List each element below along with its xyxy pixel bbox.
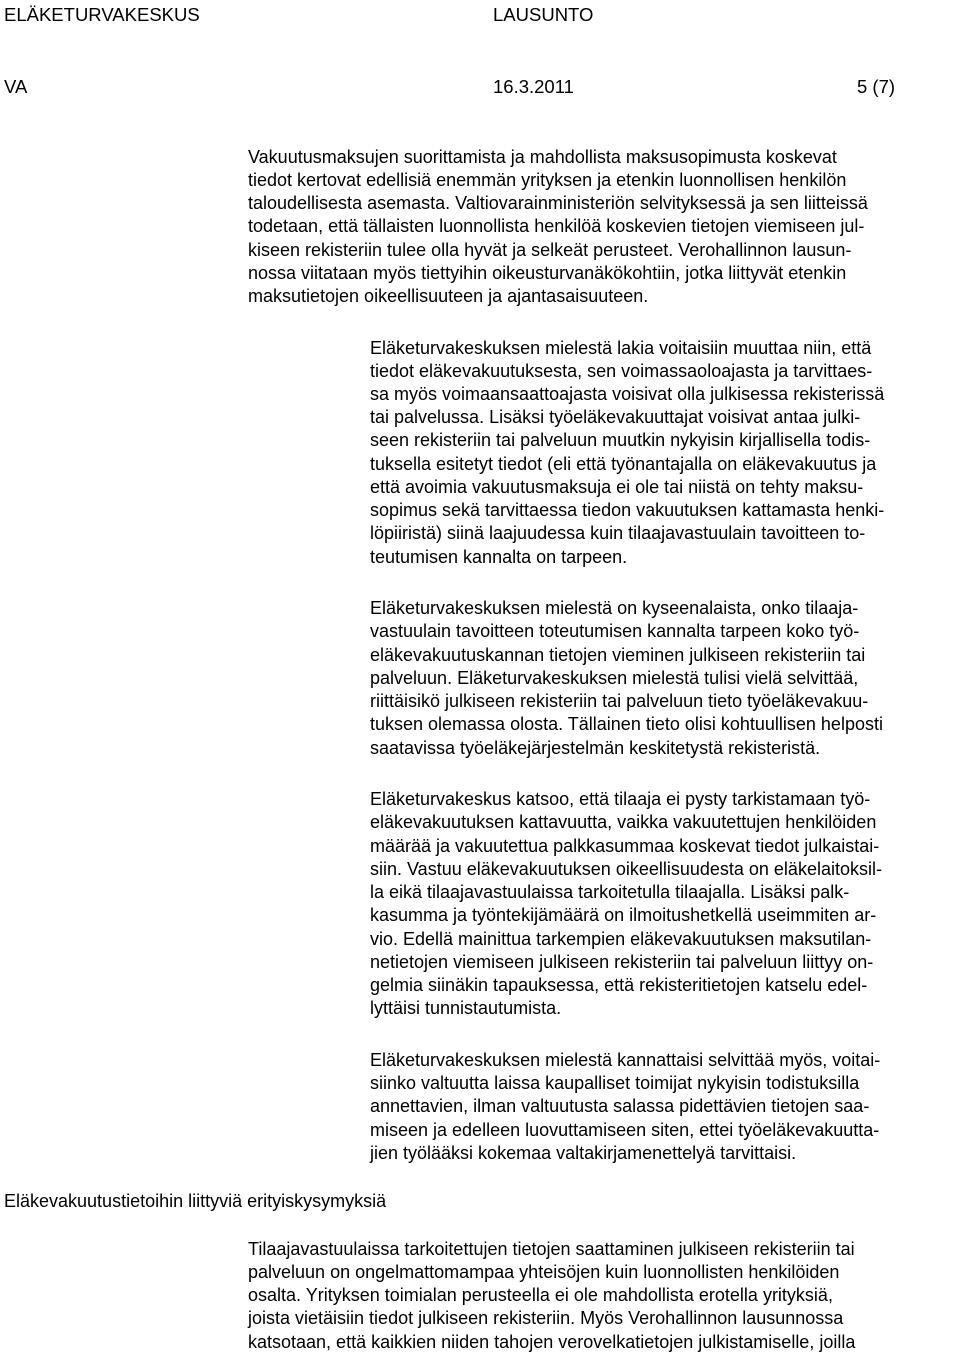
text-line: miseen ja edelleen luovuttamiseen siten, ettei työeläkevakuutta- [370,1120,880,1140]
text-line: Eläketurvakeskuksen mielestä kannattaisi selvittää myös, voitai- [370,1050,881,1070]
text-line: palveluun. Eläketurvakeskuksen mielestä tulisi vielä selvittää, [370,668,859,688]
text-line: annettavien, ilman valtuutusta salassa pidettävien tietojen saa- [370,1096,870,1116]
text-line: tai palvelussa. Lisäksi työeläkevakuuttajat voisivat antaa julki- [370,407,861,427]
text-line: tuksella esitetyt tiedot (eli että työnantajalla on eläkevakuutus ja [370,454,877,474]
text-line: vio. Edellä mainittua tarkempien eläkevakuutuksen maksutilan- [370,929,872,949]
text-line: seen rekisteriin tai palveluun muutkin nykyisin kirjallisella todis- [370,430,871,450]
text-line: vastuulain tavoitteen toteutumisen kannalta tarpeen koko työ- [370,621,860,641]
text-line: taloudellisesta asemasta. Valtiovarainministeriön selvityksessä ja sen liitteissä [248,193,868,213]
page-number: 5 (7) [857,76,896,97]
text-line: kasumma ja työntekijämäärä on ilmoitushetkellä useimmiten ar- [370,905,877,925]
text-line: siin. Vastuu eläkevakuutuksen oikeellisuudesta on eläkelaitoksil- [370,859,882,879]
text-line: gelmia siinäkin tapauksessa, että rekisteritietojen katselu edel- [370,975,868,995]
text-line: Tilaajavastuulaissa tarkoitettujen tietojen saattaminen julkiseen rekisteriin tai [248,1239,855,1259]
text-line: Eläketurvakeskuksen mielestä on kyseenalaista, onko tilaaja- [370,598,859,618]
text-line: Eläketurvakeskus katsoo, että tilaaja ei pysty tarkistamaan työ- [370,789,871,809]
document-date: 16.3.2011 [493,76,574,97]
text-line: Vakuutusmaksujen suorittamista ja mahdollista maksusopimusta koskevat [248,147,837,167]
text-line: tuksen olemassa olosta. Tällainen tieto olisi kohtuullisen helposti [370,714,883,734]
text-line: lyttäisi tunnistautumista. [370,998,562,1018]
document-type: LAUSUNTO [493,4,594,25]
text-line: eläkevakuutuksen kattavuutta, vaikka vakuutettujen henkilöiden [370,812,877,832]
text-line: saatavissa työeläkejärjestelmän keskitetystä rekisteristä. [370,738,821,758]
text-line: eläkevakuutuskannan tietojen vieminen julkiseen rekisteriin tai [370,645,866,665]
text-line: tiedot eläkevakuutuksesta, sen voimassaoloajasta ja tarvittaes- [370,361,873,381]
text-line: sopimus sekä tarvittaessa tiedon vakuutuksen kattamasta henki- [370,500,885,520]
text-line: maksutietojen oikeellisuuteen ja ajantasaisuuteen. [248,286,649,306]
text-line: määrää ja vakuutettua palkkasummaa koskevat tiedot julkaistai- [370,836,880,856]
text-line: teutumisen kannalta on tarpeen. [370,547,628,567]
text-line: netietojen viemiseen julkiseen rekisteriin tai palveluun liittyy on- [370,952,874,972]
organization-name: ELÄKETURVAKESKUS [4,4,200,25]
text-line: joista vietäisiin tiedot julkiseen rekisteriin. Myös Verohallinnon lausunnossa [248,1308,844,1328]
text-line: löpiiristä) siinä laajuudessa kuin tilaajavastuulain tavoitteen to- [370,523,866,543]
text-line: la eikä tilaajavastuulaissa tarkoitetulla tilaajalla. Lisäksi palk- [370,882,850,902]
text-line: riittäisikö julkiseen rekisteriin tai palveluun tieto työeläkevakuu- [370,691,869,711]
text-line: jien työlääksi kokemaa valtakirjamenettelyä tarvittaisi. [370,1143,797,1163]
text-line: Eläketurvakeskuksen mielestä lakia voitaisiin muuttaa niin, että [370,338,872,358]
text-line: nossa viitataan myös tiettyihin oikeusturvanäkökohtiin, jotka liittyvät etenkin [248,263,847,283]
text-line: katsotaan, että kaikkien niiden tahojen verovelkatietojen julkistamiselle, joilla [248,1332,856,1352]
author-initials: VA [4,76,28,97]
text-line: palveluun on ongelmattomampaa yhteisöjen kuin luonnollisten henkilöiden [248,1262,840,1282]
text-line: siinko valtuutta laissa kaupalliset toimijat nykyisin todistuksilla [370,1073,860,1093]
text-line: tiedot kertovat edellisiä enemmän yrityksen ja etenkin luonnollisen henkilön [248,170,847,190]
text-line: osalta. Yrityksen toimialan perusteella ei ole mahdollista erotella yrityksiä, [248,1285,833,1305]
text-line: että avoimia vakuutusmaksuja ei ole tai niistä on tehty maksu- [370,477,864,497]
section-heading: Eläkevakuutustietoihin liittyviä erityiskysymyksiä [4,1191,387,1211]
text-line: kiseen rekisteriin tulee olla hyvät ja selkeät perusteet. Verohallinnon lausun- [248,240,852,260]
text-line: todetaan, että tällaisten luonnollista henkilöä koskevien tietojen viemiseen jul- [248,216,865,236]
text-line: sa myös voimaansaattoajasta voisivat olla julkisessa rekisterissä [370,384,885,404]
